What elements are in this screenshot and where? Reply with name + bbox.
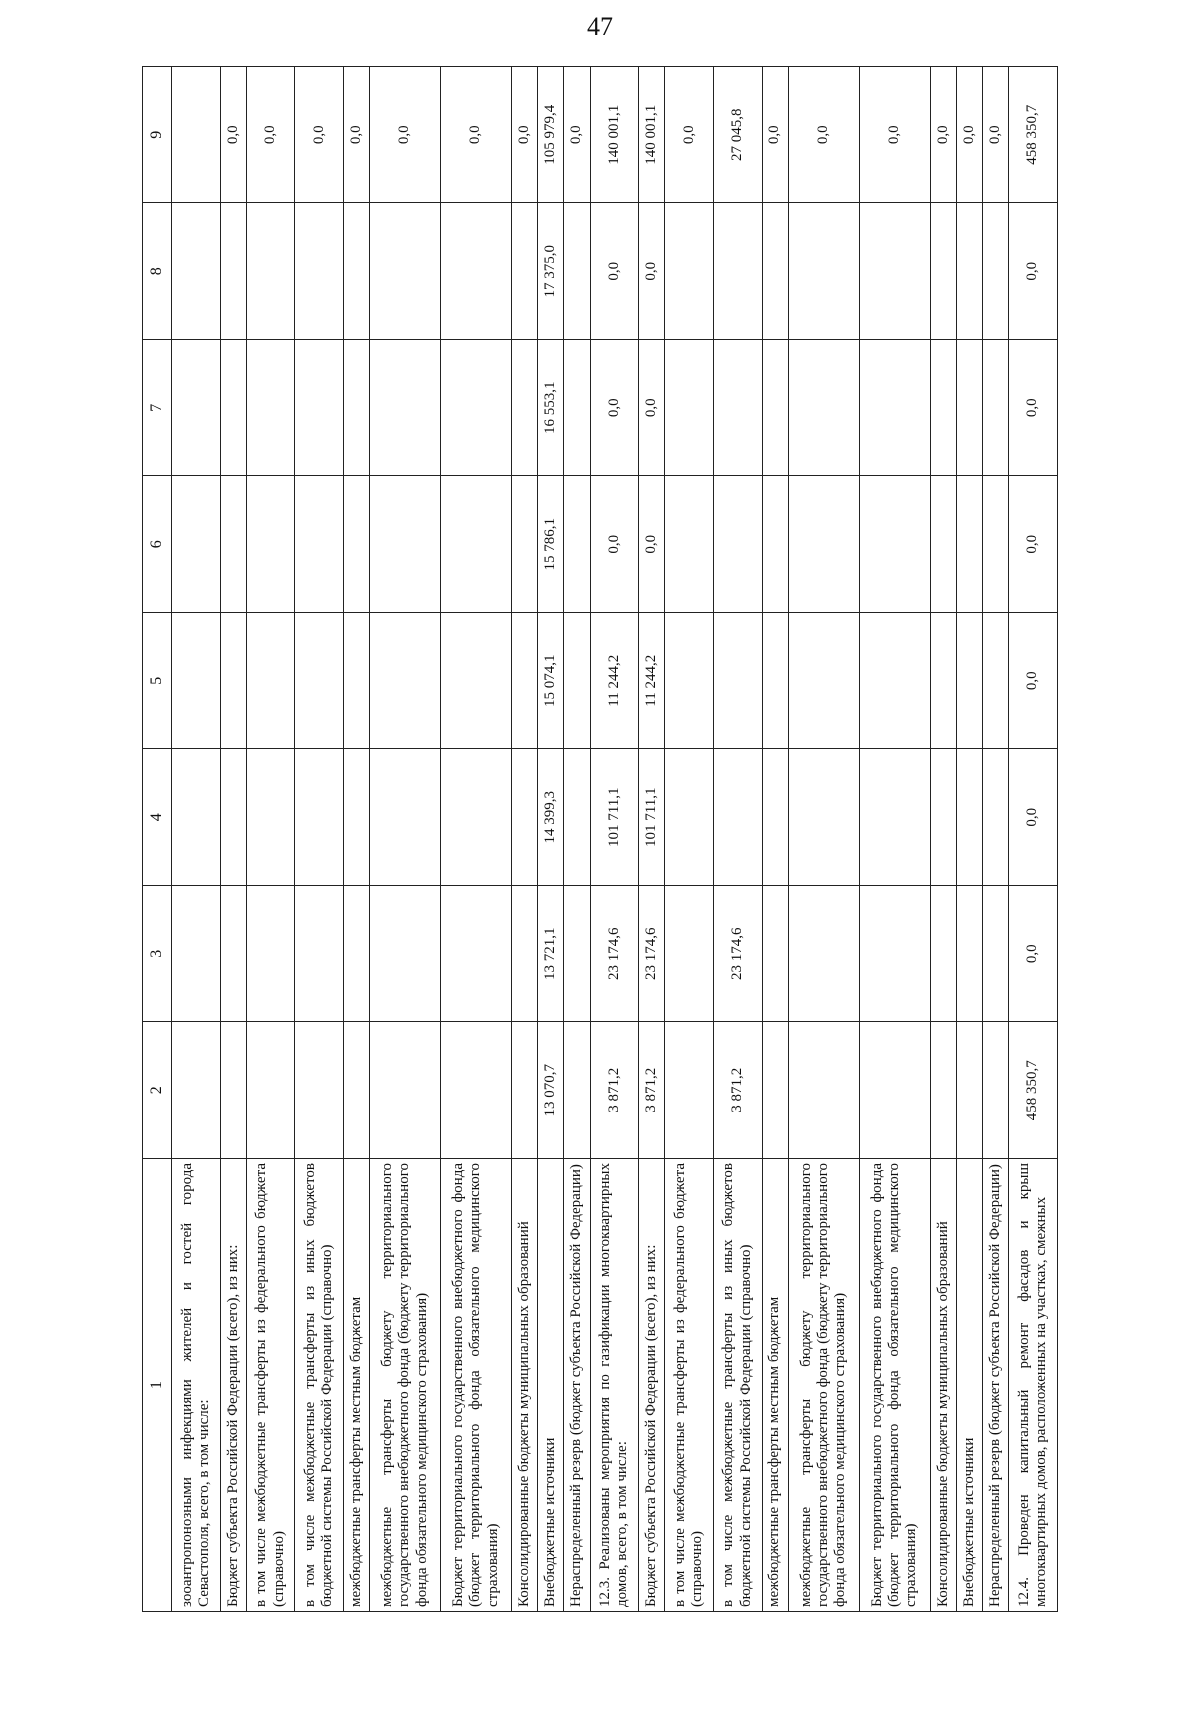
row-label: межбюджетные трансферты бюджету территориального государственного внебюджетного фонда (бюджету территориального фонда обязательного медицинского страхования) (788, 1159, 859, 1612)
table-cell (762, 749, 788, 886)
table-cell (930, 613, 956, 750)
table-cell (441, 613, 512, 750)
table-cell (665, 476, 714, 613)
table-cell (172, 203, 221, 340)
table-cell (788, 476, 859, 613)
table-cell (246, 203, 295, 340)
row-label: Внебюджетные источники (956, 1159, 982, 1612)
table-cell (295, 613, 344, 750)
table-cell: 0,0 (1009, 203, 1058, 340)
table-cell (343, 340, 369, 477)
table-cell: 0,0 (788, 67, 859, 204)
table-cell: 0,0 (564, 67, 590, 204)
table-cell (246, 613, 295, 750)
table-row (590, 67, 639, 1612)
table-cell (859, 749, 930, 886)
table-cell (511, 749, 537, 886)
table-cell (295, 749, 344, 886)
table-cell: 0,0 (590, 476, 639, 613)
table-cell (246, 886, 295, 1023)
row-label: в том числе межбюджетные трансферты из иных бюджетов бюджетной системы Российской Федерации (справочно) (295, 1159, 344, 1612)
table-cell (930, 1022, 956, 1159)
table-cell: 0,0 (1009, 476, 1058, 613)
table-row (788, 67, 859, 1612)
column-header: 1 (143, 1159, 172, 1612)
table-cell (859, 613, 930, 750)
table-cell: 0,0 (859, 67, 930, 204)
table-cell: 105 979,4 (538, 67, 564, 204)
table-cell (220, 1022, 246, 1159)
table-cell (564, 749, 590, 886)
table-cell: 3 871,2 (713, 1022, 762, 1159)
table-row (982, 67, 1008, 1612)
table-row (538, 67, 564, 1612)
table-cell: 0,0 (220, 67, 246, 204)
table-cell (930, 203, 956, 340)
table-cell: 0,0 (441, 67, 512, 204)
budget-table (142, 66, 1058, 1612)
table-cell: 0,0 (639, 476, 665, 613)
row-label: Бюджет субъекта Российской Федерации (всего), из них: (220, 1159, 246, 1612)
table-cell (246, 340, 295, 477)
table-cell (343, 476, 369, 613)
row-label: Консолидированные бюджеты муниципальных образований (930, 1159, 956, 1612)
table-row (956, 67, 982, 1612)
column-header: 7 (143, 340, 172, 477)
table-cell: 0,0 (295, 67, 344, 204)
table-cell (564, 476, 590, 613)
table-cell (441, 203, 512, 340)
row-label: Бюджет территориального государственного внебюджетного фонда (бюджет территориального фонда обязательного медицинского страхования) (441, 1159, 512, 1612)
table-cell: 11 244,2 (590, 613, 639, 750)
table-cell (246, 1022, 295, 1159)
row-label: 12.3. Реализованы мероприятия по газификации многоквартирных домов, всего, в том числе: (590, 1159, 639, 1612)
row-label: межбюджетные трансферты бюджету территориального государственного внебюджетного фонда (бюджету территориального фонда обязательного медицинского страхования) (370, 1159, 441, 1612)
table-cell (220, 340, 246, 477)
rotated-table-container (142, 67, 1058, 1612)
table-cell (220, 476, 246, 613)
table-cell (859, 476, 930, 613)
table-row (172, 67, 221, 1612)
table-cell: 458 350,7 (1009, 67, 1058, 204)
table-cell (665, 886, 714, 1023)
table-cell (665, 613, 714, 750)
table-cell (788, 1022, 859, 1159)
table-cell: 23 174,6 (713, 886, 762, 1023)
table-cell (370, 476, 441, 613)
table-row (564, 67, 590, 1612)
table-cell (246, 476, 295, 613)
column-header: 5 (143, 613, 172, 750)
table-cell (564, 203, 590, 340)
table-cell (172, 886, 221, 1023)
table-cell (788, 886, 859, 1023)
table-cell (246, 749, 295, 886)
table-row (220, 67, 246, 1612)
table-cell: 101 711,1 (639, 749, 665, 886)
table-cell: 140 001,1 (639, 67, 665, 204)
table-cell: 0,0 (665, 67, 714, 204)
table-cell (762, 1022, 788, 1159)
row-label: межбюджетные трансферты местным бюджетам (343, 1159, 369, 1612)
table-cell (220, 613, 246, 750)
table-cell (564, 340, 590, 477)
table-cell (930, 476, 956, 613)
table-cell: 23 174,6 (590, 886, 639, 1023)
table-cell (220, 886, 246, 1023)
table-cell: 23 174,6 (639, 886, 665, 1023)
table-cell: 14 399,3 (538, 749, 564, 886)
table-cell (370, 1022, 441, 1159)
column-header: 8 (143, 203, 172, 340)
table-cell (295, 340, 344, 477)
table-cell (370, 203, 441, 340)
table-cell (788, 203, 859, 340)
table-cell (713, 613, 762, 750)
table-cell (713, 340, 762, 477)
table-cell (665, 203, 714, 340)
table-cell (982, 1022, 1008, 1159)
table-row (343, 67, 369, 1612)
table-cell: 15 074,1 (538, 613, 564, 750)
table-cell (762, 476, 788, 613)
table-cell (762, 886, 788, 1023)
row-label: в том числе межбюджетные трансферты из федерального бюджета (справочно) (665, 1159, 714, 1612)
row-label: 12.4. Проведен капитальный ремонт фасадов и крыш многоквартирных домов, расположенных на участках, смежных (1009, 1159, 1058, 1612)
table-cell: 0,0 (1009, 749, 1058, 886)
table-cell (295, 476, 344, 613)
table-cell (172, 749, 221, 886)
table-cell (713, 476, 762, 613)
table-cell: 0,0 (511, 67, 537, 204)
table-cell (762, 340, 788, 477)
table-cell (441, 476, 512, 613)
table-cell: 0,0 (639, 203, 665, 340)
table-cell: 0,0 (590, 340, 639, 477)
table-cell (788, 613, 859, 750)
table-cell (511, 886, 537, 1023)
table-cell (956, 203, 982, 340)
table-cell: 3 871,2 (639, 1022, 665, 1159)
column-header: 4 (143, 749, 172, 886)
table-row (1009, 67, 1058, 1612)
table-cell (511, 1022, 537, 1159)
table-cell (982, 613, 1008, 750)
table-cell (982, 476, 1008, 613)
table-cell (713, 203, 762, 340)
header-row (143, 67, 172, 1612)
table-cell (172, 67, 221, 204)
table-row (762, 67, 788, 1612)
table-cell: 3 871,2 (590, 1022, 639, 1159)
table-body (172, 67, 1058, 1612)
table-cell (859, 203, 930, 340)
row-label: в том числе межбюджетные трансферты из иных бюджетов бюджетной системы Российской Федерации (справочно) (713, 1159, 762, 1612)
table-cell (762, 613, 788, 750)
table-row (639, 67, 665, 1612)
table-cell: 13 070,7 (538, 1022, 564, 1159)
table-row (713, 67, 762, 1612)
table-cell: 101 711,1 (590, 749, 639, 886)
table-cell: 17 375,0 (538, 203, 564, 340)
table-cell: 27 045,8 (713, 67, 762, 204)
table-cell: 0,0 (1009, 340, 1058, 477)
table-cell (343, 1022, 369, 1159)
column-header: 9 (143, 67, 172, 204)
table-cell: 0,0 (930, 67, 956, 204)
table-cell (343, 613, 369, 750)
table-cell (172, 340, 221, 477)
row-label: Бюджет территориального государственного внебюджетного фонда (бюджет территориального фонда обязательного медицинского страхования) (859, 1159, 930, 1612)
table-row (665, 67, 714, 1612)
table-cell (172, 476, 221, 613)
table-cell: 140 001,1 (590, 67, 639, 204)
table-cell (295, 886, 344, 1023)
table-cell (343, 886, 369, 1023)
page-number: 47 (587, 12, 613, 41)
row-label: Нераспределенный резерв (бюджет субъекта Российской Федерации) (564, 1159, 590, 1612)
table-cell: 0,0 (956, 67, 982, 204)
table-cell: 0,0 (370, 67, 441, 204)
table-cell: 15 786,1 (538, 476, 564, 613)
table-cell (982, 340, 1008, 477)
table-row (859, 67, 930, 1612)
row-label: зооантропонозными инфекциями жителей и гостей города Севастополя, всего, в том числе: (172, 1159, 221, 1612)
table-cell (564, 886, 590, 1023)
table-row (246, 67, 295, 1612)
table-cell (930, 749, 956, 886)
table-cell (930, 886, 956, 1023)
table-cell (956, 886, 982, 1023)
table-cell (956, 749, 982, 886)
table-cell (859, 886, 930, 1023)
column-header: 2 (143, 1022, 172, 1159)
table-cell: 16 553,1 (538, 340, 564, 477)
table-cell (441, 749, 512, 886)
table-cell (956, 613, 982, 750)
table-cell (295, 203, 344, 340)
table-cell (788, 340, 859, 477)
table-cell: 0,0 (1009, 886, 1058, 1023)
column-header: 6 (143, 476, 172, 613)
table-cell: 0,0 (590, 203, 639, 340)
table-cell (564, 1022, 590, 1159)
table-cell (370, 613, 441, 750)
table-cell: 0,0 (639, 340, 665, 477)
column-header: 3 (143, 886, 172, 1023)
table-row (930, 67, 956, 1612)
table-cell (441, 1022, 512, 1159)
table-cell (930, 340, 956, 477)
table-cell (956, 340, 982, 477)
table-cell (982, 886, 1008, 1023)
table-cell (441, 340, 512, 477)
row-label: Консолидированные бюджеты муниципальных образований (511, 1159, 537, 1612)
table-row (511, 67, 537, 1612)
table-cell: 458 350,7 (1009, 1022, 1058, 1159)
table-cell: 0,0 (762, 67, 788, 204)
table-cell (859, 340, 930, 477)
table-cell: 0,0 (982, 67, 1008, 204)
table-cell (564, 613, 590, 750)
table-row (370, 67, 441, 1612)
table-cell (220, 203, 246, 340)
row-label: Внебюджетные источники (538, 1159, 564, 1612)
table-cell (511, 203, 537, 340)
table-cell (713, 749, 762, 886)
table-cell (370, 886, 441, 1023)
table-cell: 0,0 (1009, 613, 1058, 750)
table-cell (982, 203, 1008, 340)
table-cell (441, 886, 512, 1023)
table-cell (788, 749, 859, 886)
table-cell (511, 476, 537, 613)
table-cell (220, 749, 246, 886)
table-cell (982, 749, 1008, 886)
table-cell (172, 613, 221, 750)
table-cell (859, 1022, 930, 1159)
row-label: Нераспределенный резерв (бюджет субъекта Российской Федерации) (982, 1159, 1008, 1612)
table-cell (370, 749, 441, 886)
table-cell (295, 1022, 344, 1159)
table-row (295, 67, 344, 1612)
table-cell (665, 340, 714, 477)
table-cell (956, 1022, 982, 1159)
table-cell: 11 244,2 (639, 613, 665, 750)
row-label: Бюджет субъекта Российской Федерации (всего), из них: (639, 1159, 665, 1612)
table-cell (172, 1022, 221, 1159)
table-cell: 13 721,1 (538, 886, 564, 1023)
row-label: межбюджетные трансферты местным бюджетам (762, 1159, 788, 1612)
table-cell (956, 476, 982, 613)
table-row (441, 67, 512, 1612)
table-cell (511, 340, 537, 477)
table-cell (370, 340, 441, 477)
table-cell: 0,0 (246, 67, 295, 204)
row-label: в том числе межбюджетные трансферты из федерального бюджета (справочно) (246, 1159, 295, 1612)
table-cell (343, 749, 369, 886)
table-cell (665, 749, 714, 886)
table-cell (343, 203, 369, 340)
table-cell (762, 203, 788, 340)
table-cell (665, 1022, 714, 1159)
table-cell: 0,0 (343, 67, 369, 204)
table-cell (511, 613, 537, 750)
